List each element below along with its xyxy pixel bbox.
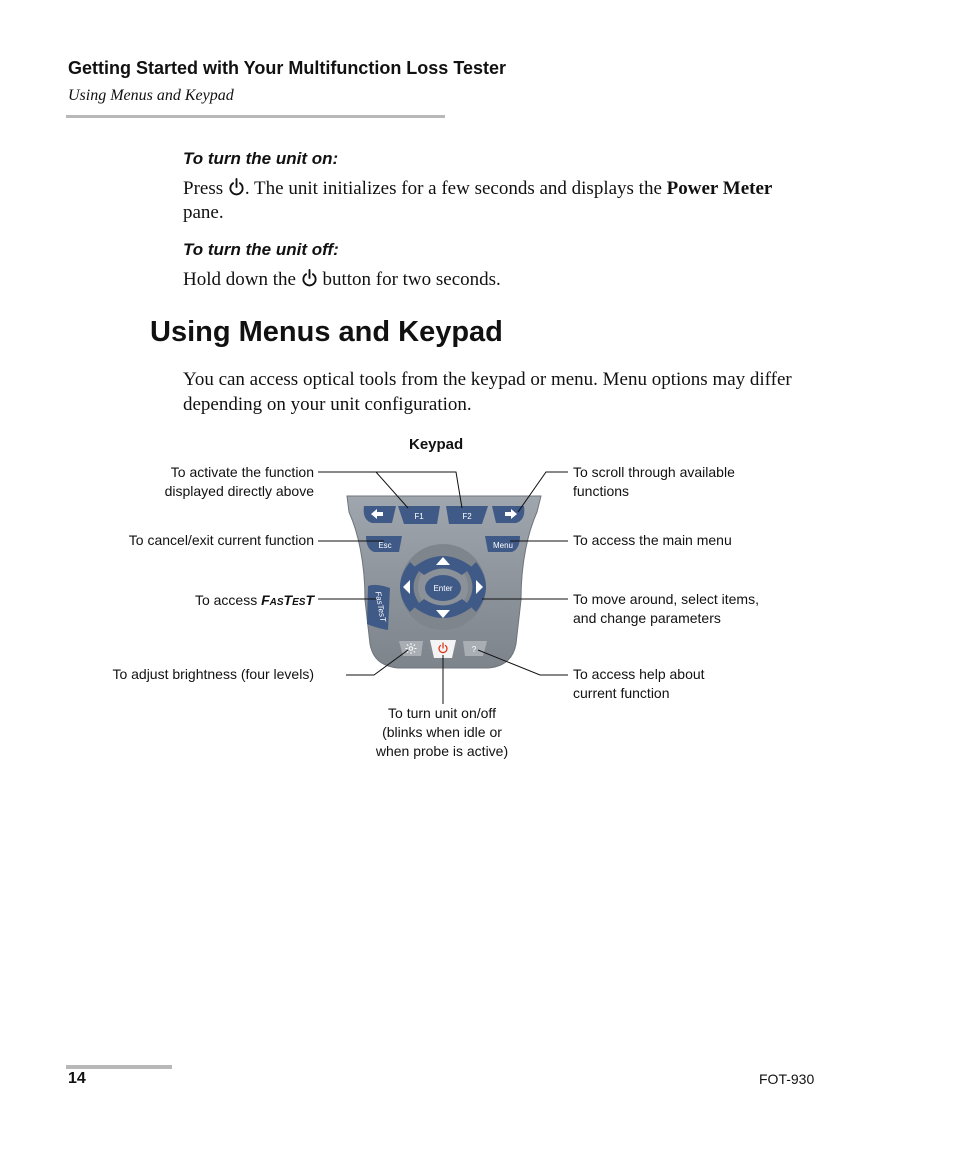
callout-cancel: To cancel/exit current function — [128, 532, 314, 548]
callout-menu: To access the main menu — [573, 532, 732, 548]
turn-off-heading: To turn the unit off: — [183, 240, 339, 259]
turn-on-heading: To turn the unit on: — [183, 149, 339, 168]
turn-off-text-post: button for two seconds. — [317, 269, 501, 290]
callout-help-line2: current function — [573, 685, 670, 701]
callout-power-line2: (blinks when idle or — [382, 724, 502, 740]
turn-on-text-mid: . The unit initializes for a few seconds and displays the — [244, 178, 667, 199]
callout-function-keys-line1: To activate the function — [170, 464, 314, 480]
callout-power-line1: To turn unit on/off — [388, 705, 496, 721]
turn-on-text-pre: Press — [183, 178, 228, 199]
turn-on-text-post: pane. — [183, 202, 224, 223]
callout-fastest-pre: To access — [194, 592, 262, 608]
running-header-subtitle: Using Menus and Keypad — [68, 87, 234, 104]
callout-move-line1: To move around, select items, — [573, 591, 759, 607]
document-id: FOT-930 — [759, 1071, 815, 1087]
callout-brightness: To adjust brightness (four levels) — [112, 666, 314, 682]
esc-key-label: Esc — [378, 541, 392, 550]
callout-scroll-line2: functions — [573, 483, 630, 499]
callout-power-line3: when probe is active) — [375, 743, 509, 759]
f2-key-label: F2 — [462, 512, 472, 521]
callout-function-keys-line2: displayed directly above — [164, 483, 314, 499]
figure-caption: Keypad — [409, 436, 464, 453]
callout-scroll-line1: To scroll through available — [573, 464, 735, 480]
running-header-title: Getting Started with Your Multifunction Loss Tester — [68, 58, 507, 78]
menu-key-label: Menu — [492, 541, 514, 550]
callout-move-line2: and change parameters — [573, 610, 721, 626]
help-key-label: ? — [471, 645, 477, 654]
f1-key-label: F1 — [414, 512, 424, 521]
enter-key-label: Enter — [433, 584, 453, 593]
callout-help-line1: To access help about — [573, 666, 705, 682]
fastest-key-label: FasTesT — [373, 590, 388, 623]
section-heading: Using Menus and Keypad — [150, 316, 503, 348]
page-number: 14 — [68, 1070, 86, 1087]
footer-rule — [66, 1065, 172, 1069]
fastest-brand: FasTesT — [261, 592, 314, 608]
intro-paragraph: You can access optical tools from the keypad or menu. Menu options may differ depending on your unit configuration. — [183, 369, 792, 415]
power-meter-term: Power Meter — [666, 178, 773, 199]
turn-off-text-pre: Hold down the — [183, 269, 301, 290]
